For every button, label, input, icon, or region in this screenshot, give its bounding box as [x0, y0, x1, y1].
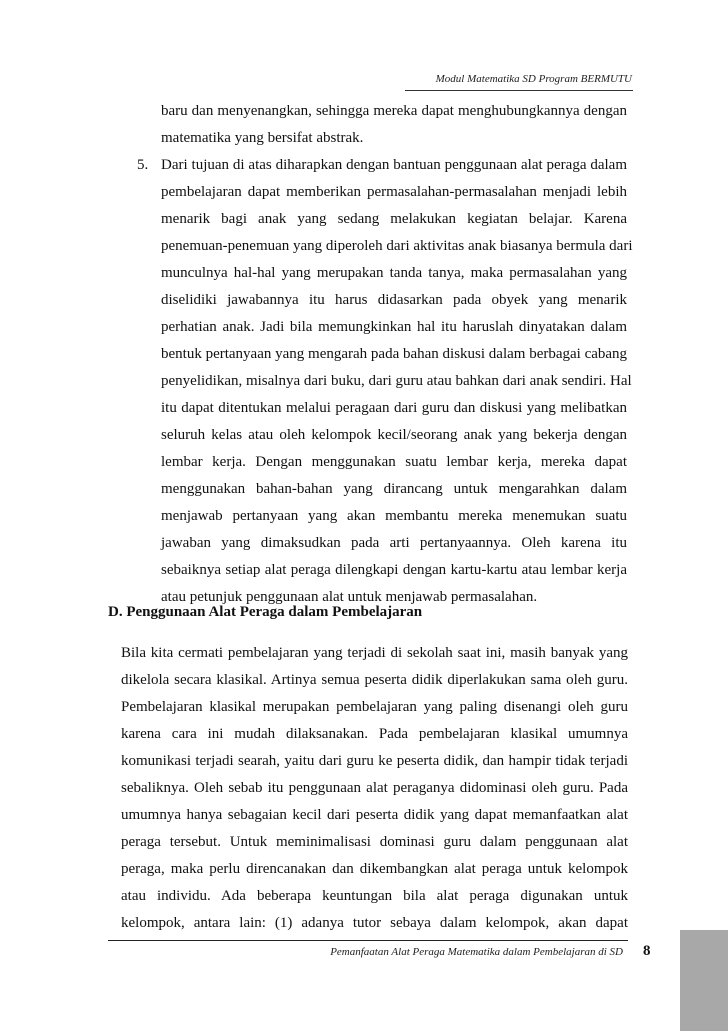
text-line: penyelidikan, misalnya dari buku, dari guru atau bahkan dari anak sendiri. Hal — [161, 373, 632, 389]
text-line: sebaiknya setiap alat peraga dilengkapi dengan kartu-kartu atau lembar kerja — [161, 562, 627, 578]
text-line: peraga, maka perlu direncanakan dan dikembangkan alat peraga untuk kelompok — [121, 861, 628, 877]
text-line: pembelajaran dapat memberikan permasalahan-permasalahan menjadi lebih — [161, 184, 627, 200]
text-line: jawaban yang dimaksudkan pada arti pertanyaannya. Oleh karena itu — [161, 535, 627, 551]
section-d-body — [121, 640, 628, 937]
text-line: atau individu. Ada beberapa keuntungan bila alat peraga digunakan untuk — [121, 888, 628, 904]
text-line: diselidiki jawabannya itu harus didasarkan pada obyek yang menarik — [161, 292, 627, 308]
intro-continuation — [161, 98, 627, 152]
text-line: penemuan-penemuan yang diperoleh dari aktivitas anak biasanya bermula dari — [161, 238, 633, 254]
text-line: lembar kerja. Dengan menggunakan suatu lembar kerja, mereka dapat — [161, 454, 627, 470]
footer-rule — [108, 940, 628, 941]
text-line: dikelola secara klasikal. Artinya semua peserta didik diperlakukan sama oleh guru. — [121, 672, 628, 688]
text-line: bentuk pertanyaan yang mengarah pada bahan diskusi dalam berbagai cabang — [161, 346, 628, 362]
text-line: perhatian anak. Jadi bila memungkinkan hal itu haruslah dinyatakan dalam — [161, 319, 627, 335]
list-number: 5. — [137, 157, 149, 173]
text-line: Bila kita cermati pembelajaran yang terjadi di sekolah saat ini, masih banyak yang — [121, 645, 628, 661]
text-line: menarik bagi anak yang sedang melakukan kegiatan belajar. Karena — [161, 211, 627, 227]
page-tab-block — [680, 930, 728, 1031]
text-line: menjawab pertanyaan yang akan membantu mereka menemukan suatu — [161, 508, 627, 524]
text-line: kelompok, antara lain: (1) adanya tutor sebaya dalam kelompok, akan dapat — [121, 915, 628, 931]
text-line: umumnya hanya sebagaian kecil dari peserta didik yang dapat memanfaatkan alat — [121, 807, 628, 823]
text-line: baru dan menyenangkan, sehingga mereka dapat menghubungkannya dengan — [161, 103, 627, 119]
running-header: Modul Matematika SD Program BERMUTU — [435, 73, 632, 85]
text-line: menggunakan bahan-bahan yang dirancang untuk mengarahkan dalam — [161, 481, 627, 497]
text-line: itu dapat ditentukan melalui peragaan dari guru dan diskusi yang melibatkan — [161, 400, 627, 416]
text-line: sebaliknya. Oleh sebab itu penggunaan alat peraganya didominasi oleh guru. Pada — [121, 780, 628, 796]
text-line: komunikasi terjadi searah, yaitu dari guru ke peserta didik, dan hampir tidak terjadi — [121, 753, 628, 769]
section-heading: D. Penggunaan Alat Peraga dalam Pembelajaran — [108, 604, 423, 620]
text-line: seluruh kelas atau oleh kelompok kecil/seorang anak yang bekerja dengan — [161, 427, 627, 443]
list-item-5 — [161, 152, 633, 611]
text-line: Dari tujuan di atas diharapkan dengan bantuan penggunaan alat peraga dalam — [161, 157, 627, 173]
text-line: munculnya hal-hal yang merupakan tanda tanya, maka permasalahan yang — [161, 265, 627, 281]
text-line: atau petunjuk penggunaan alat untuk menjawab permasalahan. — [161, 589, 538, 605]
running-footer: Pemanfaatan Alat Peraga Matematika dalam Pembelajaran di SD — [330, 946, 623, 958]
page-number: 8 — [643, 943, 651, 959]
header-rule — [405, 90, 633, 91]
text-line: peraga tersebut. Untuk meminimalisasi dominasi guru dalam penggunaan alat — [121, 834, 628, 850]
text-line: Pembelajaran klasikal merupakan pembelajaran yang paling disenangi oleh guru — [121, 699, 628, 715]
text-line: matematika yang bersifat abstrak. — [161, 130, 364, 146]
text-line: karena cara ini mudah dilaksanakan. Pada pembelajaran klasikal umumnya — [121, 726, 628, 742]
